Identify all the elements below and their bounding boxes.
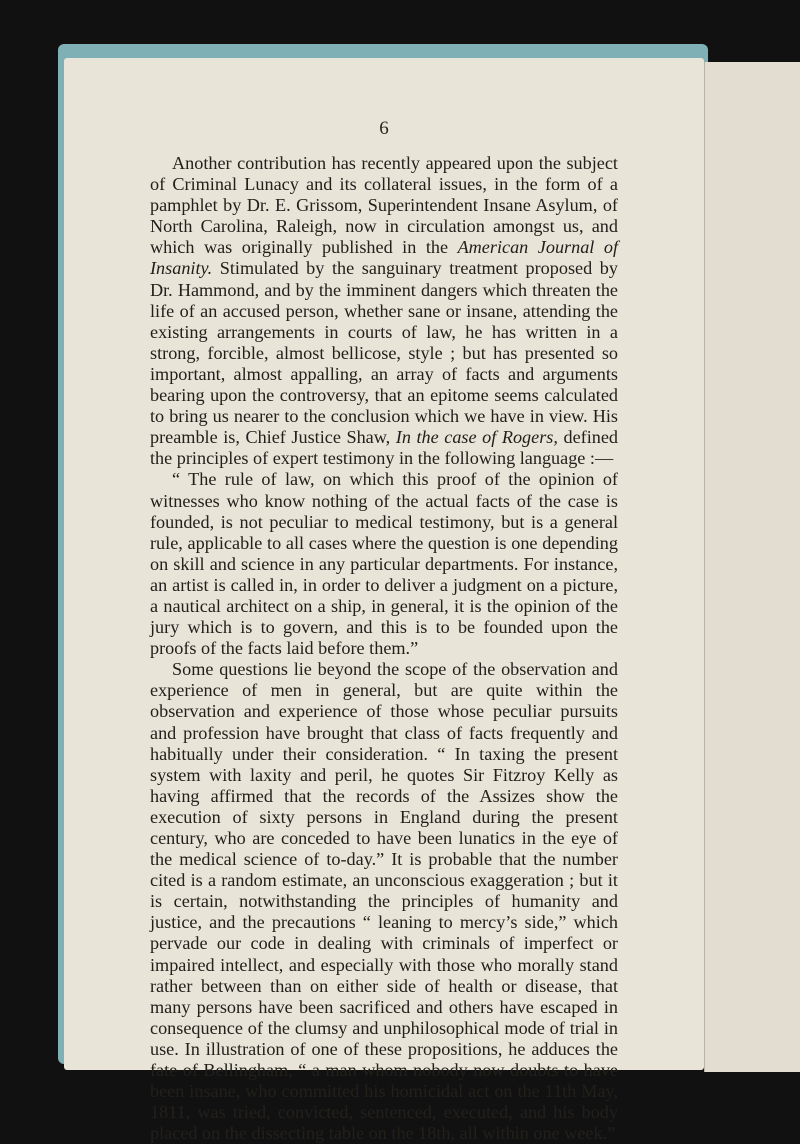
italic-text: American Journal of Insanity. <box>150 237 618 279</box>
text-run: Some questions lie beyond the scope of the observation and experience of men in general, but are quite within the observation and experience of those whose peculiar pursuits and profession have brought that class of facts frequently and habitually under their consideration. “ In taxing the present system with laxity and peril, he quotes Sir Fitzroy Kelly as having affirmed that the records of the Assizes show the execution of sixty persons in England during the present century, who are conceded to have been lunatics in the eye of the medical science of to-day.” It is probable that the number cited is a random estimate, an unconscious exaggeration ; but it is certain, notwithstanding the principles of humanity and justice, and the precautions “ leaning to mercy’s side,” which pervade our code in dealing with criminals of imperfect or impaired intellect, and especially with those who morally stand rather between than on either side of health or disease, that many persons have been sacrificed and others have escaped in consequence of the clumsy and unphilosophical mode of trial in use. In illustration of one of these propositions, he adduces the fate of Bellingham, “ a man whom nobody now doubts to have been insane, who committed his homicidal act on the 11th May, 1811, was tried, convicted, sentenced, executed, and his body placed on the dissecting table on the 18th, all within one week.” <box>150 659 618 1144</box>
paragraph <box>150 153 618 469</box>
text-run: “ The rule of law, on which this proof of the opinion of witnesses who know nothing of the actual facts of the case is founded, is not peculiar to medical testimony, but is a general rule, applicable to all cases where the question is one depending on skill and science in any particular departments. For instance, an artist is called in, in order to deliver a judgment on a picture, a nautical architect on a ship, in general, it is the opinion of the jury which is to govern, and this is to be founded upon the proofs of the facts laid before them.” <box>150 469 618 659</box>
text-run: defined the principles of expert testimony in the following language :— <box>150 427 619 469</box>
italic-text: In the case of Rogers, <box>395 427 558 448</box>
paragraph <box>150 659 618 1144</box>
text-run: Another contribution has recently appeared upon the subject of Criminal Lunacy and its collateral issues, in the form of a pamphlet by Dr. E. Grissom, Superintendent Insane Asylum, of North Carolina, Raleigh, now in circulation amongst us, and which was originally published in the <box>150 153 618 258</box>
body-text <box>150 153 618 1144</box>
text-run: Stimulated by the sanguinary treatment proposed by Dr. Hammond, and by the imminent dangers which threaten the life of an accused person, whether sane or insane, attending the existing arrangements in courts of law, he has written in a strong, forcible, almost bellicose, style ; but has presented so important, almost appalling, an array of facts and arguments bearing upon the controversy, that an epitome seems calculated to bring us nearer to the conclusion which we have in view. His preamble is, Chief Justice Shaw, <box>150 258 618 448</box>
page-number: 6 <box>379 118 389 139</box>
adjacent-page-edge <box>704 62 800 1072</box>
paragraph <box>150 469 618 659</box>
book-page <box>64 58 704 1144</box>
